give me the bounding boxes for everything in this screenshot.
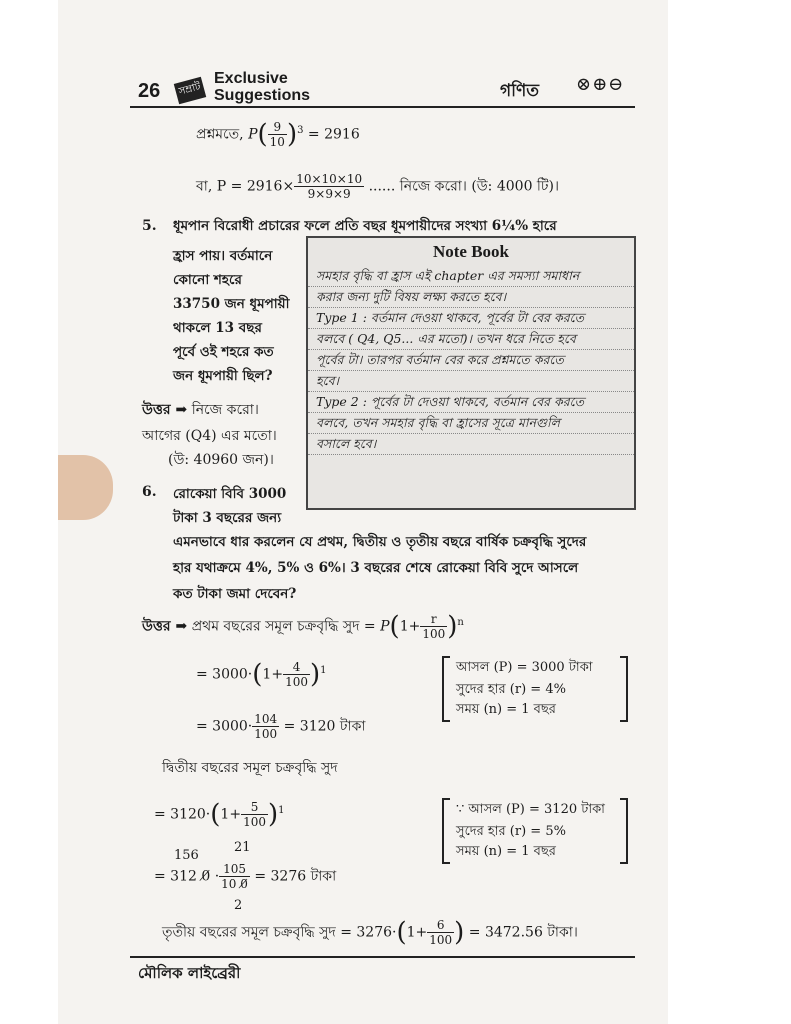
solution-step-1: = 3000·(1+ $\frac{4}{100}$ )$^1$ xyxy=(196,659,327,690)
q6-line-3: এমনভাবে ধার করলেন যে প্রথম, দ্বিতীয় ও তৃতীয় বছরে বার্ষিক চক্রবৃদ্ধি সুদের xyxy=(173,534,587,550)
answer-label: উত্তর ➡ xyxy=(142,402,188,418)
q5-col-line: থাকলে 13 বছর xyxy=(173,320,262,336)
given-line: সুদের হার (r) = 5% xyxy=(456,824,566,839)
note-line: Type 2 : পূর্বের টা দেওয়া থাকবে, বর্তমান বের করতে xyxy=(308,392,634,413)
note-line: Type 1 : বর্তমান দেওয়া থাকবে, পূর্বের টা বের করতে xyxy=(308,308,634,329)
q5-column-text xyxy=(173,244,311,388)
given-line: ∵ আসল (P) = 3120 টাকা xyxy=(456,802,605,817)
solution-step-3: = 3120·(1+ $\frac{5}{100}$ )$^1$ xyxy=(154,799,285,830)
page-header xyxy=(130,70,635,108)
q5-col-line: 33750 জন ধূমপায়ী xyxy=(173,296,290,312)
note-line: করার জন্য দুটি বিষয় লক্ষ্য করতে হবে। xyxy=(308,287,634,308)
brand-line-1: Exclusive xyxy=(214,70,288,87)
solution-step-2: = 3000· $\frac{104}{100}$ = 3120 টাকা xyxy=(196,712,366,741)
page-number: 26 xyxy=(138,80,161,102)
q5-col-line: পূর্বে ওই শহরে কত xyxy=(173,344,274,360)
note-line: সমহার বৃদ্ধি বা হ্রাস এই chapter এর সমস্যা সমাধান xyxy=(308,266,634,287)
given-box-2 xyxy=(442,798,628,862)
note-book-title: Note Book xyxy=(432,242,510,261)
note-line: বসালে হবে। xyxy=(308,434,634,455)
solution-step-4: = 312 0̸ · $\frac{105}{10 0̸}$ = 3276 টাকা xyxy=(154,862,337,891)
q5-hint-2: (উ: 40960 জন)। xyxy=(168,452,274,468)
bracket-right xyxy=(620,656,628,722)
q6-column-text xyxy=(173,482,313,530)
solution-first-year: উত্তর ➡ প্রথম বছরের সমূল চক্রবৃদ্ধি সুদ = P(1+ $\frac{r}{100}$ )$^n$ xyxy=(142,611,464,642)
q5-col-line: কোনো শহরে xyxy=(173,272,242,288)
note-line: বলবে ( Q4, Q5... এর মতো)। তখন ধরে নিতে হবে xyxy=(308,329,634,350)
given-box-1 xyxy=(442,656,628,720)
brand-line-2: Suggestions xyxy=(214,87,311,104)
given-line: সময় (n) = 1 বছর xyxy=(456,844,556,859)
third-year-line: তৃতীয় বছরের সমূল চক্রবৃদ্ধি সুদ = 3276·(1+ $\frac{6}{100}$ ) = 3472.56 টাকা। xyxy=(162,917,578,948)
finger-image xyxy=(58,455,113,520)
calc-line-2: বা, P = 2916× $\frac{10\times 10\times 10}{9\times 9\times 9}$ ...... নিজে করো। (উ: 4000 টি)। xyxy=(196,172,560,201)
cancel-below: 2 xyxy=(234,898,243,913)
q5-line-1: ধূমপান বিরোধী প্রচারের ফলে প্রতি বছর ধূমপায়ীদের সংখ্যা 6¼% হারে xyxy=(173,218,557,234)
q5-col-line: হ্রাস পায়। বর্তমানে xyxy=(173,248,273,264)
cancel-top-1: 156 xyxy=(174,848,199,863)
cancel-top-2: 21 xyxy=(234,840,251,855)
bracket-right xyxy=(620,798,628,864)
bracket-left xyxy=(442,798,450,864)
q5-number: 5. xyxy=(142,218,157,234)
bracket-left xyxy=(442,656,450,722)
q5-col-line: জন ধূমপায়ী ছিল? xyxy=(173,368,273,384)
footer xyxy=(130,956,635,982)
brand-badge: সম্রাট xyxy=(174,77,207,105)
q6-col-line: রোকেয়া বিবি 3000 xyxy=(173,486,287,502)
given-line: আসল (P) = 3000 টাকা xyxy=(456,660,593,675)
answer-label: উত্তর ➡ xyxy=(142,618,188,635)
math-symbols-icon: ⊗⊕⊖ xyxy=(576,74,625,95)
note-line: হবে। xyxy=(308,371,634,392)
q6-line-5: কত টাকা জমা দেবেন? xyxy=(173,586,297,602)
given-line: সুদের হার (r) = 4% xyxy=(456,682,566,697)
q5-answer: উত্তর ➡ নিজে করো। xyxy=(142,402,259,418)
note-book-box xyxy=(306,236,636,510)
q5-hint-1: আগের (Q4) এর মতো। xyxy=(142,428,277,444)
q6-number: 6. xyxy=(142,484,157,500)
calc-line-1: প্রশ্নমতে, P( $\frac{9}{10}$ )$^3$ = 2916 xyxy=(196,119,360,150)
footer-publisher: মৌলিক লাইব্রেরী xyxy=(138,964,241,982)
q6-col-line: টাকা 3 বছরের জন্য xyxy=(173,510,282,526)
note-line: বলবে, তখন সমহার বৃদ্ধি বা হ্রাসের সূত্রে মানগুলি xyxy=(308,413,634,434)
book-page xyxy=(58,0,668,1024)
subject-title: গণিত xyxy=(500,81,540,101)
second-year-heading: দ্বিতীয় বছরের সমূল চক্রবৃদ্ধি সুদ xyxy=(162,760,338,776)
q6-line-4: হার যথাক্রমে 4%, 5% ও 6%। 3 বছরের শেষে রোকেয়া বিবি সুদে আসলে xyxy=(173,560,579,576)
given-line: সময় (n) = 1 বছর xyxy=(456,702,556,717)
note-line: পূর্বের টা। তারপর বর্তমান বের করে প্রশ্নমতে করতে xyxy=(308,350,634,371)
